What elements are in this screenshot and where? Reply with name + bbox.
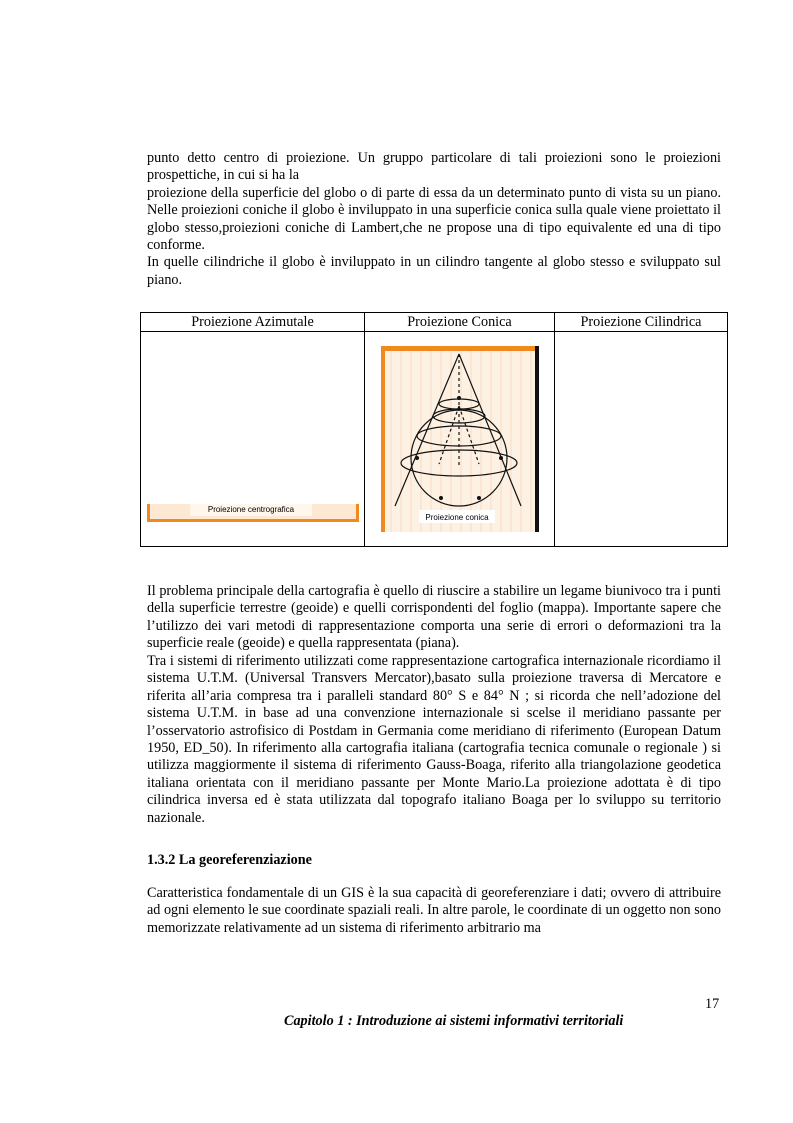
- figure-right-bar: [535, 346, 539, 532]
- projection-table-image-row: [141, 332, 728, 547]
- azimutale-figure-frame: [147, 504, 359, 522]
- body-paragraph-1: Il problema principale della cartografia è quello di riuscire a stabilire un legame biunivoco tra i punti della superficie terrestre (geoide) e quelli corrispondenti del foglio (mappa). Importante sapere che l’utilizzo dei vari metodi di rappresentazione comporta una serie di errori o deformazioni tra la superficie reale (geoide) e quella rappresentata (piana).: [147, 583, 721, 652]
- intro-paragraph-2: proiezione della superficie del globo o di parte di essa da un determinato punto di vista su un piano. Nelle proiezioni coniche il globo è inviluppato in una superficie conica sulla quale viene proiettato il globo stesso,proiezioni coniche di Lambert,che ne propose una di tipo equivalente ed una di tipo conforme.: [147, 184, 721, 254]
- conica-caption: Proiezione conica: [425, 513, 489, 522]
- intro-line-2: prospettiche, in cui si ha la: [147, 167, 300, 184]
- cone-globe-illustration: [381, 346, 541, 532]
- intro-text: [147, 150, 721, 289]
- header-azimutale: Proiezione Azimutale: [141, 313, 365, 332]
- cell-azimutale: [141, 332, 365, 547]
- page-number: 17: [705, 996, 720, 1012]
- projection-table-header-row: [141, 313, 728, 332]
- header-cilindrica: Proiezione Cilindrica: [555, 313, 728, 332]
- body-paragraph-2: Tra i sistemi di riferimento utilizzati come rappresentazione cartografica internazionale ricordiamo il sistema U.T.M. (Universal Transvers Mercator),basato sulla proiezione traversa di Mercatore e riferita all’aria compresa tra i paralleli standard 80° S e 84° N ; si ricorda che nell’adozione del sistema U.T.M. in base ad una convenzione internazionale si scelse il meridiano passante per l’osservatorio astrofisico di Postdam in Germania come meridiano di riferimento (European Datum 1950, ED_50). In riferimento alla cartografia italiana (cartografia tecnica comunale o regionale ) si utilizza maggiormente il sistema di riferimento Gauss-Boaga, riferito alla triangolazione geodetica italiana orientata con il meridiano passante per Monte Mario.La proiezione adottata è di tipo cilindrica inversa ed è stata utilizzata dal topografo italiano Boaga per lo sviluppo su territorio nazionale.: [147, 653, 721, 826]
- chapter-footer: Capitolo 1 : Introduzione ai sistemi informativi territoriali: [284, 1013, 624, 1029]
- azimutale-caption: Proiezione centrografica: [190, 504, 312, 516]
- conic-projection-figure: [381, 346, 541, 532]
- section-paragraph: Caratteristica fondamentale di un GIS è la sua capacità di georeferenziare i dati; ovvero di attribuire ad ogni elemento le sue coordinate spaziali reali. In altre parole, le coordinate di un oggetto non sono memorizzate relativamente ad un sistema di riferimento arbitrario ma: [147, 885, 722, 936]
- figure-left-bar: [381, 346, 385, 532]
- cell-cilindrica: [555, 332, 728, 547]
- intro-line-1: punto detto centro di proiezione. Un gruppo particolare di tali proiezioni sono le proiezioni: [147, 150, 721, 166]
- section-heading: 1.3.2 La georeferenziazione: [147, 852, 312, 868]
- intro-paragraph-3: In quelle cilindriche il globo è inviluppato in un cilindro tangente al globo stesso e sviluppato sul piano.: [147, 254, 721, 288]
- projection-table: [140, 312, 728, 547]
- header-conica: Proiezione Conica: [365, 313, 555, 332]
- cell-conica: [365, 332, 555, 547]
- figure-top-bar: [381, 346, 537, 351]
